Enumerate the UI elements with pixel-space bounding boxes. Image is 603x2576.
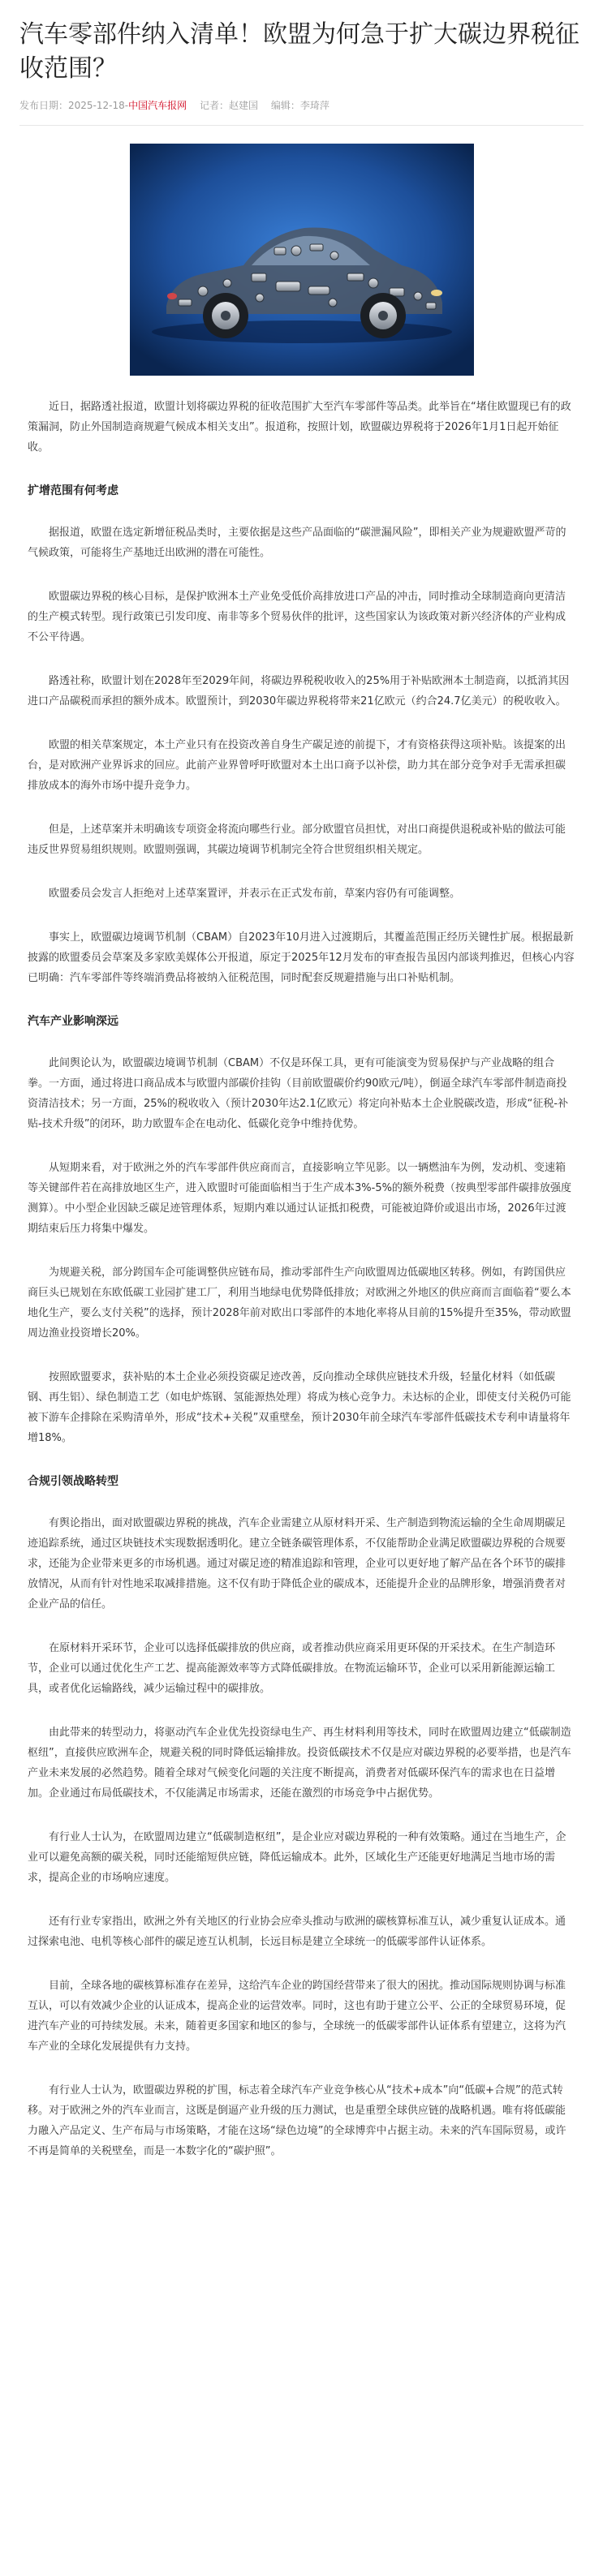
paragraph: 欧盟委员会发言人拒绝对上述草案置评，并表示在正式发布前，草案内容仍有可能调整。 <box>49 888 461 900</box>
paragraph: 欧盟碳边界税的核心目标，是保护欧洲本土产业免受低价高排放进口产品的冲击，同时推动全球制造商向更清洁的生产模式转型。现行政策已引发印度、南非等多个贸易伙伴的批评，这些国家认为该政策对新兴经济体的产业构成不公平待遇。 <box>28 591 566 643</box>
publish-date: 2025-12-18 <box>68 100 125 111</box>
section-heading: 汽车产业影响深远 <box>28 1015 118 1028</box>
paragraph: 有舆论指出，面对欧盟碳边界税的挑战，汽车企业需建立从原材料开采、生产制造到物流运输的全生命周期碳足迹追踪系统，通过区块链技术实现数据透明化。建立全链条碳管理体系，不仅能帮助企业满足欧盟碳边界税的合规要求，还能为企业带来更多的市场机遇。通过对碳足迹的精准追踪和管理，企业可以更好地了解产品在各个环节的碳排放情况，从而有针对性地采取减排措施。这不仅有助于降低企业的碳成本，还能提升企业的品牌形象，增强消费者对企业产品的信任。 <box>28 1517 566 1611</box>
paragraph: 还有行业专家指出，欧洲之外有关地区的行业协会应牵头推动与欧洲的碳核算标准互认，减少重复认证成本。通过探索电池、电机等核心部件的碳足迹互认机制，长远目标是建立全球统一的低碳零部件认证体系。 <box>28 1916 566 1948</box>
article-title: 汽车零部件纳入清单！欧盟为何急于扩大碳边界税征收范围？ <box>19 20 579 83</box>
section-heading: 合规引领战略转型 <box>28 1475 118 1488</box>
paragraph: 近日，据路透社报道，欧盟计划将碳边界税的征收范围扩大至汽车零部件等品类。此举旨在“堵住欧盟现已有的政策漏洞，防止外国制造商规避气候成本相关支出”。报道称，按照计划，欧盟碳边界税将于2026年1月1日起开始征收。 <box>28 401 571 454</box>
paragraph: 在原材料开采环节，企业可以选择低碳排放的供应商，或者推动供应商采用更环保的开采技术。在生产制造环节，企业可以通过优化生产工艺、提高能源效率等方式降低碳排放。在物流运输环节，企业可以采用新能源运输工具，或者优化运输路线，减少运输过程中的碳排放。 <box>28 1642 556 1695</box>
date-label: 发布日期： <box>19 100 69 111</box>
paragraph: 路透社称，欧盟计划在2028年至2029年间，将碳边界税税收收入的25%用于补贴欧洲本土制造商，以抵消其因进口产品碳税而承担的额外成本。欧盟预计，到2030年碳边界税将带来21亿欧元（约合24.7亿美元）的税收收入。 <box>28 675 570 707</box>
paragraph: 此间舆论认为，欧盟碳边境调节机制（CBAM）不仅是环保工具，更有可能演变为贸易保护与产业战略的组合拳。一方面，通过将进口商品成本与欧盟内部碳价挂钩（目前欧盟碳价约90欧元/吨），倒逼全球汽车零部件制造商投资清洁技术；另一方面，25%的税收收入（预计2030年达2.1亿欧元）将定向补贴本土企业脱碳改造，形成“征税-补贴-技术升级”的闭环，助力欧盟车企在电动化、低碳化竞争中维持优势。 <box>28 1057 569 1130</box>
reporter-name: 赵建国 <box>228 100 258 111</box>
section-heading: 扩增范围有何考虑 <box>28 484 118 497</box>
car-parts-image <box>130 144 474 376</box>
reporter-label: 记者： <box>199 100 229 111</box>
paragraph: 但是，上述草案并未明确该专项资金将流向哪些行业。部分欧盟官员担忧，对出口商提供退税或补贴的做法可能违反世界贸易组织规则。欧盟则强调，其碳边境调节机制完全符合世贸组织相关规定。 <box>28 824 566 856</box>
paragraph: 欧盟的相关草案规定，本土产业只有在投资改善自身生产碳足迹的前提下，才有资格获得这项补贴。该提案的出台，是对欧洲产业界诉求的回应。此前产业界曾呼吁欧盟对本土出口商予以补偿，助力其在部分竞争对手无需承担碳排放成本的海外市场中提升竞争力。 <box>28 739 566 792</box>
editor-name: 李琦萍 <box>299 100 329 111</box>
paragraph: 目前，全球各地的碳核算标准存在差异，这给汽车企业的跨国经营带来了很大的困扰。推动国际规则协调与标准互认，可以有效减少企业的认证成本，提高企业的运营效率。同时，这也有助于建立公平、公正的全球贸易环境，促进汽车产业的可持续发展。未来，随着更多国家和地区的参与，全球统一的低碳零部件认证体系有望建立，这将为汽车产业的全球化发展提供有力支持。 <box>28 1980 566 2053</box>
paragraph: 从短期来看，对于欧洲之外的汽车零部件供应商而言，直接影响立竿见影。以一辆燃油车为例，发动机、变速箱等关键部件若在高排放地区生产，进入欧盟时可能面临相当于生产成本3%-5%的额外税费（按典型零部件碳排放强度测算）。中小型企业因缺乏碳足迹管理体系，短期内难以通过认证抵扣税费，可能被迫降价或退出市场，2026年过渡期结束后压力将集中爆发。 <box>28 1162 571 1235</box>
editor-label: 编辑： <box>270 100 300 111</box>
paragraph: 有行业人士认为，在欧盟周边建立“低碳制造枢纽”，是企业应对碳边界税的一种有效策略。通过在当地生产，企业可以避免高额的碳关税，同时还能缩短供应链，降低运输成本。此外，区域化生产还能更好地满足当地市场的需求，提高企业的市场响应速度。 <box>28 1831 566 1884</box>
paragraph: 按照欧盟要求，获补贴的本土企业必须投资碳足迹改善，反向推动全球供应链技术升级，轻量化材料（如低碳钢、再生铝）、绿色制造工艺（如电炉炼钢、氢能源热处理）将成为核心竞争力。未达标的企业，即使支付关税仍可能被下游车企排除在采购清单外，形成“技术+关税”双重壁垒，预计2030年前全球汽车零部件低碳技术专利申请量将年增18%。 <box>28 1371 571 1444</box>
paragraph: 事实上，欧盟碳边境调节机制（CBAM）自2023年10月进入过渡期后，其覆盖范围正经历关键性扩展。根据最新披露的欧盟委员会草案及多家欧美媒体公开报道，原定于2025年12月发布的审查报告虽因内部谈判推迟，但核心内容已明确：汽车零部件等终端消费品将被纳入征税范围，同时配套反规避措施与出口补贴机制。 <box>28 931 575 984</box>
paragraph: 由此带来的转型动力，将驱动汽车企业优先投资绿电生产、再生材料利用等技术，同时在欧盟周边建立“低碳制造枢纽”，直接供应欧洲车企，规避关税的同时降低运输排放。投资低碳技术不仅是应对碳边界税的必要举措，也是汽车产业未来发展的必然趋势。随着全球对气候变化问题的关注度不断提高，消费者对低碳环保汽车的需求也在日益增加。企业通过布局低碳技术，不仅能满足市场需求，还能在激烈的市场竞争中占据优势。 <box>28 1727 571 1800</box>
paragraph: 据报道，欧盟在选定新增征税品类时，主要依据是这些产品面临的“碳泄漏风险”，即相关产业为规避欧盟严苛的气候政策，可能将生产基地迁出欧洲的潜在可能性。 <box>28 527 566 559</box>
paragraph: 有行业人士认为，欧盟碳边界税的扩围，标志着全球汽车产业竞争核心从“技术+成本”向“低碳+合规”的范式转移。对于欧洲之外的汽车业而言，这既是倒逼产业升级的压力测试，也是重塑全球供应链的战略机遇。唯有将低碳能力融入产品定义、生产布局与市场策略，才能在这场“绿色边境”的全球博弈中占据主动。未来的汽车国际贸易，或许不再是简单的关税壁垒，而是一本数字化的“碳护照”。 <box>28 2084 566 2157</box>
source-link[interactable]: 中国汽车报网 <box>128 100 187 111</box>
source-separator: - <box>124 100 129 111</box>
paragraph: 为规避关税，部分跨国车企可能调整供应链布局，推动零部件生产向欧盟周边低碳地区转移。例如，有跨国供应商巨头已规划在东欧低碳工业园扩建工厂，利用当地绿电优势降低排放；对欧洲之外地区的供应商而言面临着“要么本地化生产，要么支付关税”的选择，预计2028年前对欧出口零部件的本地化率将从目前的15%提升至35%，带动欧盟周边渔业投资增长20%。 <box>28 1266 571 1340</box>
article-meta <box>19 97 584 126</box>
